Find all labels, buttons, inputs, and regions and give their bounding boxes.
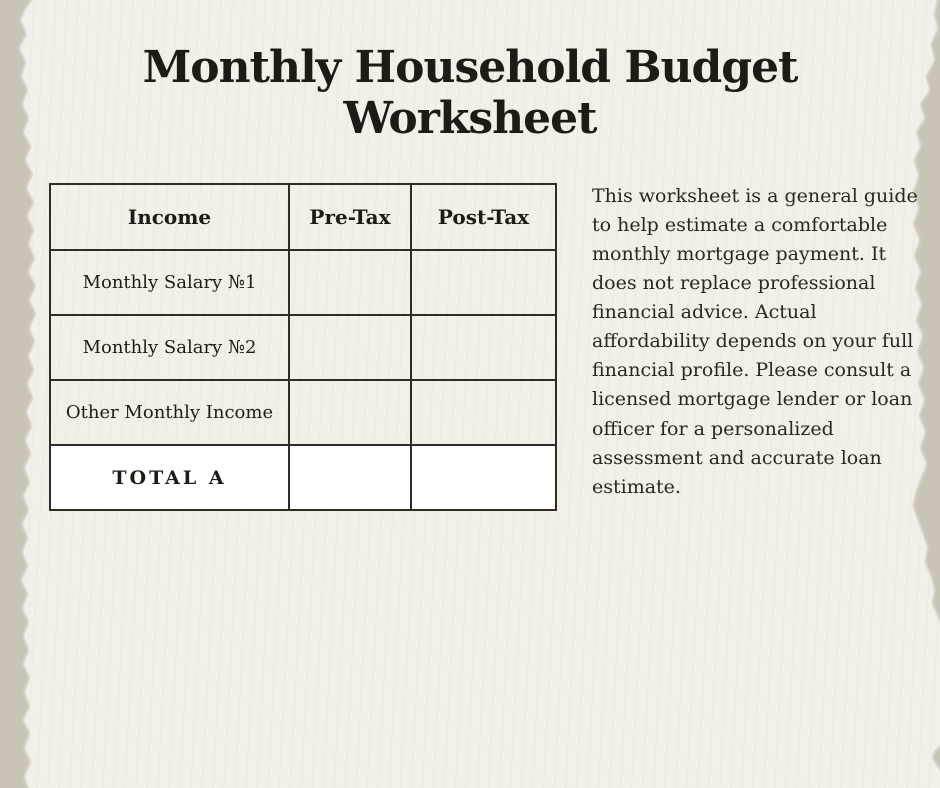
cell-monthly-salary-2-post-tax — [412, 316, 555, 381]
cell-monthly-salary-1-post-tax — [412, 251, 555, 316]
page-title: Monthly Household Budget Worksheet — [142, 42, 798, 144]
cell-total-a-pre-tax — [290, 446, 412, 509]
row-label-total-a: TOTAL A — [51, 446, 290, 509]
row-label-monthly-salary-2: Monthly Salary №2 — [51, 316, 290, 381]
disclaimer-text: This worksheet is a general guide to help estimate a comfortable monthly mortgage payment. It does not replace professional financial advice. Actual affordability depends on your full financial profile. Please consult a licensed mortgage lender or loan officer for a personalized assessment and accurate loan estimate. — [592, 185, 918, 498]
column-header-post-tax: Post-Tax — [412, 185, 555, 251]
column-header-pre-tax: Pre-Tax — [290, 185, 412, 251]
row-label-monthly-salary-1: Monthly Salary №1 — [51, 251, 290, 316]
income-table — [49, 183, 557, 511]
row-label-other-monthly-income: Other Monthly Income — [51, 381, 290, 446]
cell-total-a-post-tax — [412, 446, 555, 509]
cell-other-income-post-tax — [412, 381, 555, 446]
column-header-income: Income — [51, 185, 290, 251]
cell-monthly-salary-2-pre-tax — [290, 316, 412, 381]
cell-monthly-salary-1-pre-tax — [290, 251, 412, 316]
cell-other-income-pre-tax — [290, 381, 412, 446]
